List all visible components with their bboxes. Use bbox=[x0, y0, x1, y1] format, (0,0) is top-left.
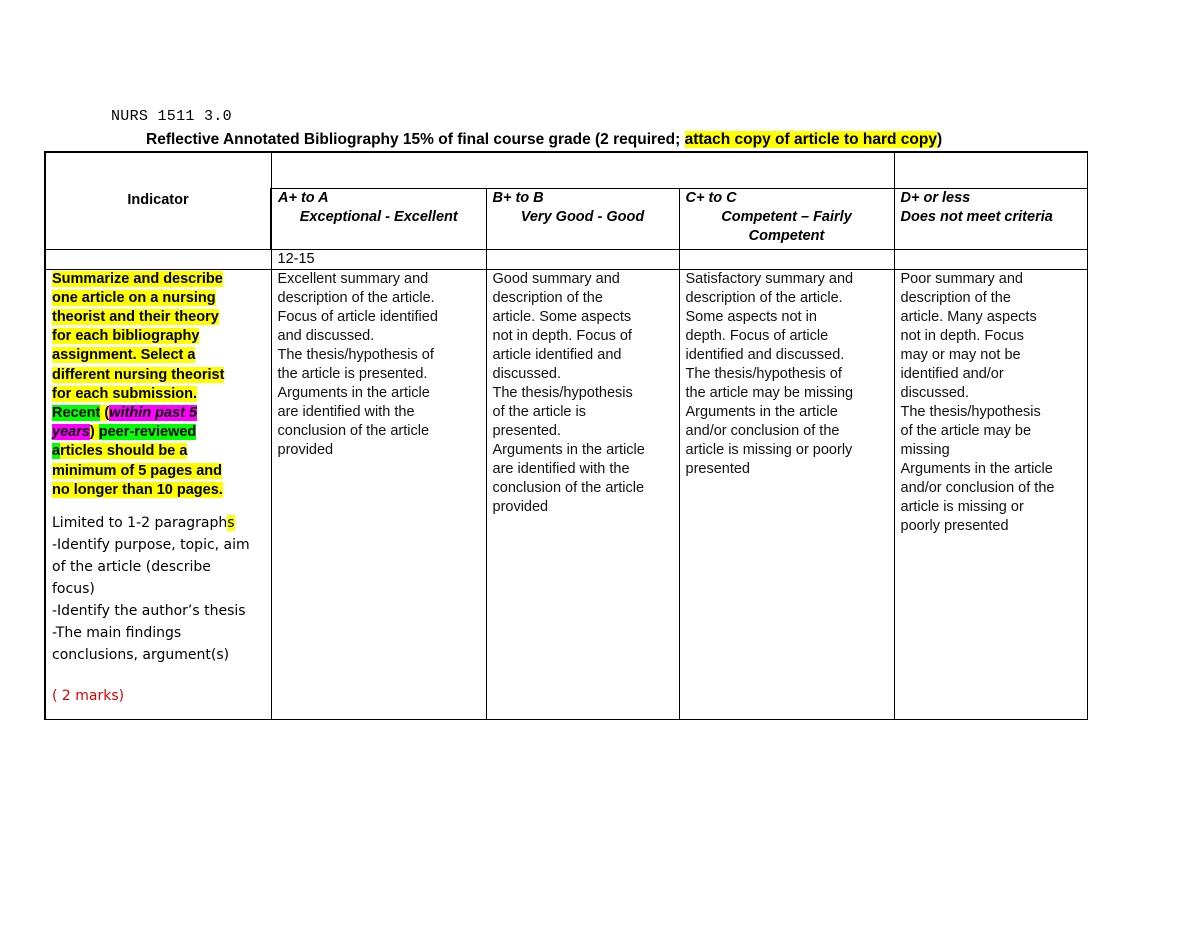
paren-open: ( bbox=[100, 404, 110, 421]
grade-description: Exceptional - Excellent bbox=[299, 208, 458, 225]
longer-line: no longer than 10 pages. bbox=[52, 481, 223, 498]
desc-line: article. Many aspects bbox=[900, 308, 1037, 325]
desc-line: and discussed. bbox=[277, 327, 375, 344]
articles-a: a bbox=[52, 443, 61, 460]
desc-line: the article is presented. bbox=[277, 365, 428, 382]
description-cell-a bbox=[271, 269, 486, 719]
instruction-line: -Identify purpose, topic, aim bbox=[52, 536, 250, 553]
desc-line: Satisfactory summary and bbox=[685, 270, 854, 287]
paren-close: ) bbox=[89, 424, 99, 441]
years-text: years bbox=[52, 424, 90, 441]
score-range: 12-15 bbox=[271, 249, 486, 269]
marks-label: ( 2 marks) bbox=[52, 687, 125, 704]
desc-line: identified and/or bbox=[900, 365, 1004, 382]
criterion-line: different nursing theorist bbox=[52, 366, 225, 383]
instruction-line: -The main findings bbox=[52, 624, 182, 641]
desc-line: Poor summary and bbox=[900, 270, 1023, 287]
desc-line: The thesis/hypothesis bbox=[900, 403, 1041, 420]
desc-line: of the article may be bbox=[900, 422, 1032, 439]
instruction-line: conclusions, argument(s) bbox=[52, 646, 230, 663]
desc-line: article is missing or poorly bbox=[685, 441, 853, 458]
description-cell-d bbox=[894, 269, 1087, 719]
criterion-line: one article on a nursing bbox=[52, 289, 216, 306]
blank-cell bbox=[679, 249, 894, 269]
desc-line: not in depth. Focus of bbox=[492, 327, 632, 344]
desc-line: Some aspects not in bbox=[685, 308, 817, 325]
instruction-line: focus) bbox=[52, 580, 95, 597]
desc-line: provided bbox=[277, 441, 334, 458]
desc-line: missing bbox=[900, 441, 950, 458]
desc-line: and/or conclusion of the bbox=[900, 479, 1055, 496]
desc-line: Arguments in the article bbox=[685, 403, 838, 420]
grade-range: B+ to B bbox=[492, 189, 544, 206]
desc-line: are identified with the bbox=[492, 460, 630, 477]
criterion-line: theorist and their theory bbox=[52, 308, 219, 325]
desc-line: The thesis/hypothesis of bbox=[277, 346, 434, 363]
table-row bbox=[45, 152, 1087, 188]
desc-line: description of the article. bbox=[277, 289, 435, 306]
desc-line: Good summary and bbox=[492, 270, 620, 287]
desc-line: The thesis/hypothesis bbox=[492, 384, 633, 401]
desc-line: Focus of article identified bbox=[277, 308, 438, 325]
desc-line: presented. bbox=[492, 422, 562, 439]
limited-s: s bbox=[227, 514, 235, 531]
grade-header-b bbox=[486, 188, 679, 249]
grade-description: Very Good - Good bbox=[520, 208, 645, 225]
criterion-description bbox=[52, 270, 265, 500]
grade-description: Competent – Fairly Competent bbox=[721, 208, 852, 244]
course-code: NURS 1511 3.0 bbox=[111, 108, 232, 125]
within-text: within past 5 bbox=[109, 404, 198, 421]
grade-description: Does not meet criteria bbox=[900, 208, 1053, 225]
minimum-line: minimum of 5 pages and bbox=[52, 462, 222, 479]
desc-line: Arguments in the article bbox=[277, 384, 430, 401]
desc-line: conclusion of the article bbox=[277, 422, 430, 439]
desc-line: Excellent summary and bbox=[277, 270, 429, 287]
desc-line: provided bbox=[492, 498, 549, 515]
blank-cell bbox=[45, 249, 271, 269]
desc-line: are identified with the bbox=[277, 403, 415, 420]
criterion-line: Summarize and describe bbox=[52, 270, 223, 287]
blank-cell bbox=[894, 249, 1087, 269]
desc-line: article is missing or bbox=[900, 498, 1024, 515]
desc-line: discussed. bbox=[900, 384, 970, 401]
grade-header-d bbox=[894, 188, 1087, 249]
grade-range: C+ to C bbox=[685, 189, 737, 206]
articles-rest: rticles should be a bbox=[60, 443, 188, 460]
desc-line: may or may not be bbox=[900, 346, 1021, 363]
title-highlight: attach copy of article to hard copy bbox=[684, 131, 937, 148]
header-blank-cell bbox=[271, 152, 894, 188]
recent-text: Recent bbox=[52, 404, 101, 421]
document-title bbox=[146, 131, 942, 149]
desc-line: article. Some aspects bbox=[492, 308, 632, 325]
desc-line: description of the bbox=[900, 289, 1011, 306]
desc-line: description of the bbox=[492, 289, 603, 306]
desc-line: article identified and bbox=[492, 346, 622, 363]
table-row bbox=[45, 269, 1087, 719]
criterion-line: for each bibliography bbox=[52, 328, 200, 345]
grade-header-c bbox=[679, 188, 894, 249]
criterion-line: assignment. Select a bbox=[52, 347, 196, 364]
title-text: Reflective Annotated Bibliography 15% of final course grade (2 required; bbox=[146, 131, 685, 148]
desc-line: discussed. bbox=[492, 365, 562, 382]
desc-line: The thesis/hypothesis of bbox=[685, 365, 842, 382]
criterion-line: for each submission. bbox=[52, 385, 198, 402]
criterion-instructions bbox=[52, 512, 265, 707]
description-cell-c bbox=[679, 269, 894, 719]
criterion-cell bbox=[45, 269, 271, 719]
indicator-header: Indicator bbox=[45, 152, 271, 249]
title-close: ) bbox=[936, 131, 943, 148]
desc-line: and/or conclusion of the bbox=[685, 422, 840, 439]
desc-line: not in depth. Focus bbox=[900, 327, 1024, 344]
limited-text: Limited to 1-2 paragraph bbox=[52, 514, 228, 531]
desc-line: identified and discussed. bbox=[685, 346, 845, 363]
desc-line: poorly presented bbox=[900, 517, 1009, 534]
desc-line: the article may be missing bbox=[685, 384, 854, 401]
grade-range: A+ to A bbox=[278, 189, 329, 206]
desc-line: Arguments in the article bbox=[900, 460, 1053, 477]
desc-line: description of the article. bbox=[685, 289, 843, 306]
instruction-line: of the article (describe bbox=[52, 558, 211, 575]
description-cell-b bbox=[486, 269, 679, 719]
peer-reviewed-text: peer-reviewed bbox=[98, 424, 197, 441]
blank-cell bbox=[486, 249, 679, 269]
desc-line: Arguments in the article bbox=[492, 441, 645, 458]
desc-line: conclusion of the article bbox=[492, 479, 645, 496]
grade-header-a bbox=[271, 188, 486, 249]
rubric-table bbox=[44, 151, 1088, 720]
desc-line: depth. Focus of article bbox=[685, 327, 829, 344]
table-row bbox=[45, 249, 1087, 269]
header-blank-cell bbox=[894, 152, 1087, 188]
desc-line: presented bbox=[685, 460, 750, 477]
desc-line: of the article is bbox=[492, 403, 586, 420]
grade-range: D+ or less bbox=[900, 189, 971, 206]
instruction-line: -Identify the author’s thesis bbox=[52, 602, 246, 619]
